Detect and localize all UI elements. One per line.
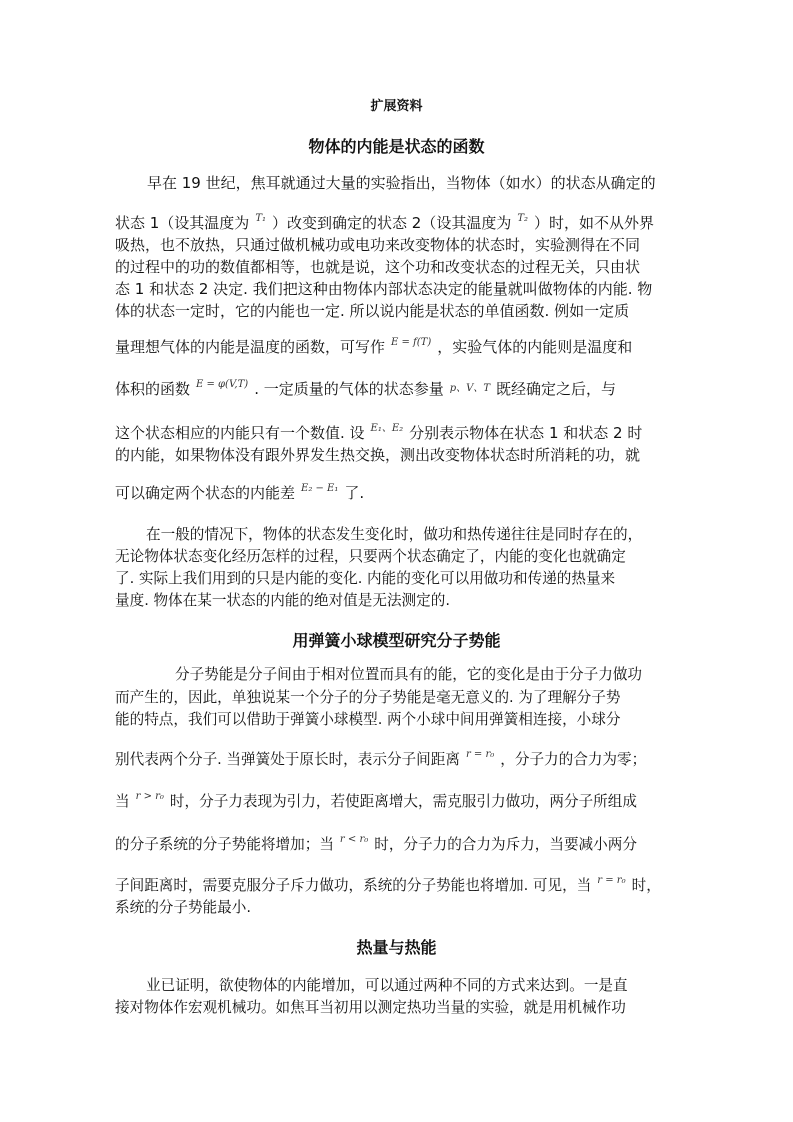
- text: 量理想气体的内能是温度的函数，可写作: [115, 338, 386, 356]
- text: 无论物体状态变化经历怎样的过程，只要两个状态确定了，内能的变化也就确定: [115, 548, 626, 565]
- text: 当: [115, 793, 130, 810]
- paragraph-line: [0, 235, 793, 255]
- text: ）改变到确定的状态 2（设其温度为: [272, 214, 512, 232]
- paragraph-line: [0, 665, 793, 685]
- paragraph-line: [0, 871, 793, 896]
- formula-r-eq-r0: r = r₀: [597, 875, 626, 886]
- paragraph-line: [0, 898, 793, 918]
- formula-r-gt-r0: r > r₀: [135, 791, 164, 802]
- page-title: 扩展资料: [370, 99, 423, 114]
- paragraph-line: [0, 209, 793, 233]
- text: 体积的函数: [115, 380, 191, 398]
- paragraph-line: [0, 445, 793, 465]
- paragraph-line: [0, 976, 793, 996]
- text: 量度. 物体在某一状态的内能的绝对值是无法测定的.: [115, 592, 450, 609]
- paragraph-line: [0, 333, 793, 357]
- paragraph-line: [0, 301, 793, 321]
- text: 既经确定之后，与: [496, 380, 617, 398]
- paragraph-line: [0, 745, 793, 770]
- text: 别代表两个分子. 当弹簧处于原长时，表示分子间距离: [115, 751, 460, 768]
- paragraph-line: [0, 419, 793, 443]
- text: 可以确定两个状态的内能差: [115, 484, 296, 502]
- formula-e-phi: E = φ(V,T): [196, 379, 249, 390]
- text: 能的特点，我们可以借助于弹簧小球模型. 两个小球中间用弹簧相连接，小球分: [115, 711, 621, 728]
- text: ）时，如不从外界: [534, 214, 655, 232]
- text: 子间距离时，需要克服分子斥力做功，系统的分子势能也将增加. 可见，当: [115, 877, 592, 894]
- paragraph-line: [0, 257, 793, 277]
- paragraph-line: [0, 547, 793, 567]
- text: 业已证明，欲使物体的内能增加，可以通过两种不同的方式来达到。一是直: [146, 977, 628, 994]
- text: 分别表示物体在状态 1 和状态 2 时: [409, 424, 643, 442]
- text: 时，分子力的合力为斥力，当要减小两分: [374, 836, 637, 853]
- text: 早在 19 世纪，焦耳就通过大量的实验指出，当物体（如水）的状态从确定的: [147, 174, 656, 192]
- formula-e2-minus-e1: E₂ − E₁: [301, 483, 339, 494]
- text: 的过程中的功的数值都相等，也就是说，这个功和改变状态的过程无关，只由状: [115, 258, 641, 276]
- text: 的分子系统的分子势能将增加；当: [115, 836, 334, 853]
- text: 体的状态一定时，它的内能也一定. 所以说内能是状态的单值函数. 例如一定质: [115, 302, 630, 320]
- text: 分子势能是分子间由于相对位置而具有的能，它的变化是由于分子力做功: [175, 666, 643, 683]
- formula-r-lt-r0: r < r₀: [339, 834, 369, 845]
- text: 状态 1（设其温度为: [115, 214, 250, 232]
- paragraph-line: [0, 787, 793, 812]
- paragraph-line: [0, 279, 793, 299]
- section-heading-heat-and-thermal-energy: 热量与热能: [356, 938, 437, 957]
- text: 在一般的情况下，物体的状态发生变化时，做功和热传递往往是同时存在的，: [146, 526, 643, 543]
- text: 时，: [631, 877, 661, 894]
- formula-e-ft: E = f(T): [391, 337, 432, 348]
- text: 这个状态相应的内能只有一个数值. 设: [115, 424, 365, 442]
- paragraph-line: [0, 525, 793, 545]
- text: . 一定质量的气体的状态参量: [254, 380, 444, 398]
- formula-pvt: p、V、T: [449, 383, 491, 394]
- paragraph-line: [0, 173, 793, 193]
- paragraph-line: [0, 688, 793, 708]
- text: 接对物体作宏观机械功。如焦耳当初用以测定热功当量的实验，就是用机械作功: [115, 999, 626, 1016]
- text: ，实验气体的内能则是温度和: [437, 338, 633, 356]
- paragraph-line: [0, 569, 793, 589]
- text: 而产生的，因此，单独说某一个分子的分子势能是毫无意义的. 为了理解分子势: [115, 689, 621, 706]
- formula-r-eq-r0: r = r₀: [465, 749, 495, 760]
- formula-t2: T₂: [517, 213, 529, 224]
- paragraph-line: [0, 998, 793, 1018]
- section-heading-spring-ball-model: 用弹簧小球模型研究分子势能: [292, 631, 501, 650]
- formula-t1: T₁: [255, 213, 266, 224]
- text: ，分子力的合力为零；: [500, 751, 647, 768]
- text: 态 1 和状态 2 决定. 我们把这种由物体内部状态决定的能量就叫做物体的内能. 物: [115, 280, 653, 298]
- paragraph-line: [0, 591, 793, 611]
- text: 了.: [344, 484, 365, 502]
- text: 系统的分子势能最小.: [115, 899, 251, 916]
- text: 了. 实际上我们用到的只是内能的变化. 内能的变化可以用做功和传递的热量来: [115, 570, 616, 587]
- paragraph-line: [0, 710, 793, 730]
- section-heading-internal-energy: 物体的内能是状态的函数: [308, 137, 485, 156]
- paragraph-line: [0, 830, 793, 855]
- paragraph-line: [0, 479, 793, 503]
- paragraph-line: [0, 375, 793, 399]
- text: 时，分子力表现为引力，若使距离增大，需克服引力做功，两分子所组成: [169, 793, 637, 810]
- text: 的内能，如果物体没有跟外界发生热交换，测出改变物体状态时所消耗的功，就: [115, 446, 641, 464]
- formula-e1-e2: E₁、E₂: [370, 423, 404, 434]
- text: 吸热，也不放热，只通过做机械功或电功来改变物体的状态时，实验测得在不同: [115, 236, 641, 254]
